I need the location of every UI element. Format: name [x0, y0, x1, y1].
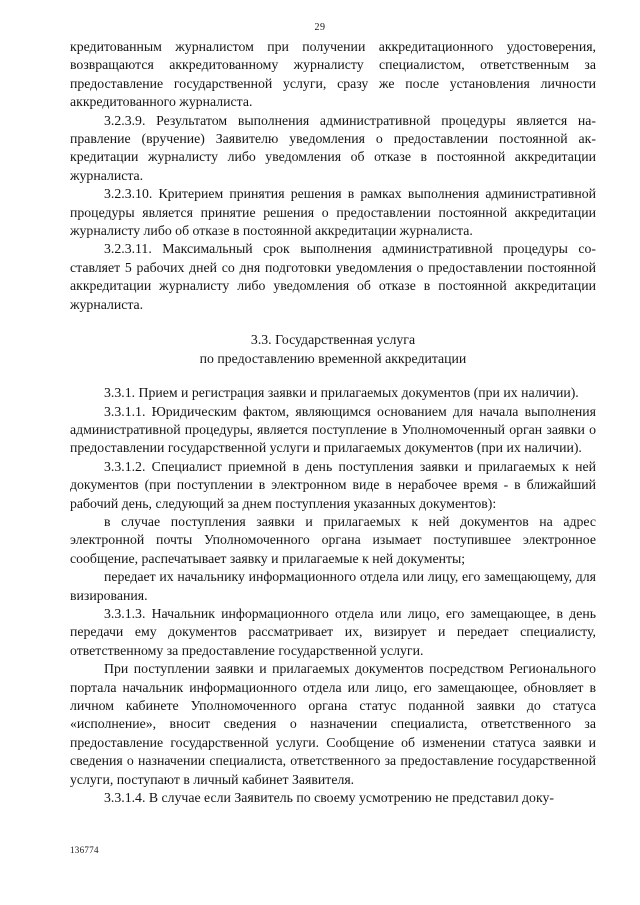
paragraph-3-2-3-11: 3.2.3.11. Максимальный срок выполнения административной процедуры составляет 5 рабочих дней со дня подготовки уведомления о предоставлении постоянной аккредитации журналисту либо уведомления об отказе в постоянной аккредитации журналиста. [70, 241, 596, 312]
document-code: 136774 [70, 845, 99, 855]
paragraph-email-case: в случае поступления заявки и прилагаемых к ней документов на адрес электронной почты Уполномоченного органа изымает поступившее электронное сообщение, распечатывает заявку и прилагаемые к ней документы; [70, 513, 596, 566]
paragraph-3-3-1-1: 3.3.1.1. Юридическим фактом, являющимся основанием для начала выполнения административной процедуры, является поступление в Уполномоченный орган заявки о предоставлении государственной услуги и прилагаемых документов (при их наличии). [70, 403, 596, 456]
paragraph-3-2-3-9: 3.2.3.9. Результатом выполнения административной процедуры является направление (вручение) Заявителю уведомления о предоставлении постоянной аккредитации журналисту либо уведомления об отказе в постоянной аккредитации журналиста. [70, 112, 596, 183]
paragraph-3-3-1: 3.3.1. Прием и регистрация заявки и прилагаемых документов (при их наличии). [104, 385, 579, 401]
paragraph-3-3-1-2: 3.3.1.2. Специалист приемной в день поступления заявки и прилагаемых к ней документов (при поступлении в электронном виде в нерабочее время - в ближайший рабочий день, следующий за днем поступления указанных документов): [70, 458, 596, 511]
paragraph-3-3-1-3: 3.3.1.3. Начальник информационного отдела или лицо, его замещающее, в день передачи ему документов рассматривает их, визирует и передает специалисту, ответственному за предоставление государственной услуги. [70, 605, 596, 658]
section-heading [70, 330, 596, 368]
paragraph-3-3-1-4: 3.3.1.4. В случае если Заявитель по своему усмотрению не представил доку- [104, 790, 554, 806]
paragraph-continuation: кредитованным журналистом при получении аккредитационного удостоверения, возвращаются аккредитованному журналисту специалистом, ответственным за предоставление государственной услуги, сразу же после установления личности аккредитованного журналиста. [70, 39, 596, 110]
paragraph-transfer: передает их начальнику информационного отдела или лицу, его замещающему, для визирования. [70, 569, 596, 603]
document-body [70, 38, 596, 807]
paragraph-3-2-3-10: 3.2.3.10. Критерием принятия решения в рамках выполнения административной процедуры является принятие решения о предоставлении постоянной аккредитации журналисту либо об отказе в постоянной аккредитации журналиста. [70, 186, 596, 239]
section-heading-line-2: по предоставлению временной аккредитации [199, 351, 467, 367]
paragraph-regional-portal: При поступлении заявки и прилагаемых документов посредством Регионального портала начальник информационного отдела или лицо, его замещающее, обновляет в личном кабинете Уполномоченного органа статус поданной заявки до статуса «исполнение», вносит сведения о назначении специалиста, ответственного за предоставление государственной услуги. Сообщение об изменении статуса заявки и сведения о назначении специалиста, ответственного за предоставление государственной услуги, поступают в личный кабинет Заявителя. [70, 661, 596, 787]
section-heading-line-1: 3.3. Государственная услуга [250, 332, 416, 348]
page-number: 29 [314, 22, 326, 33]
